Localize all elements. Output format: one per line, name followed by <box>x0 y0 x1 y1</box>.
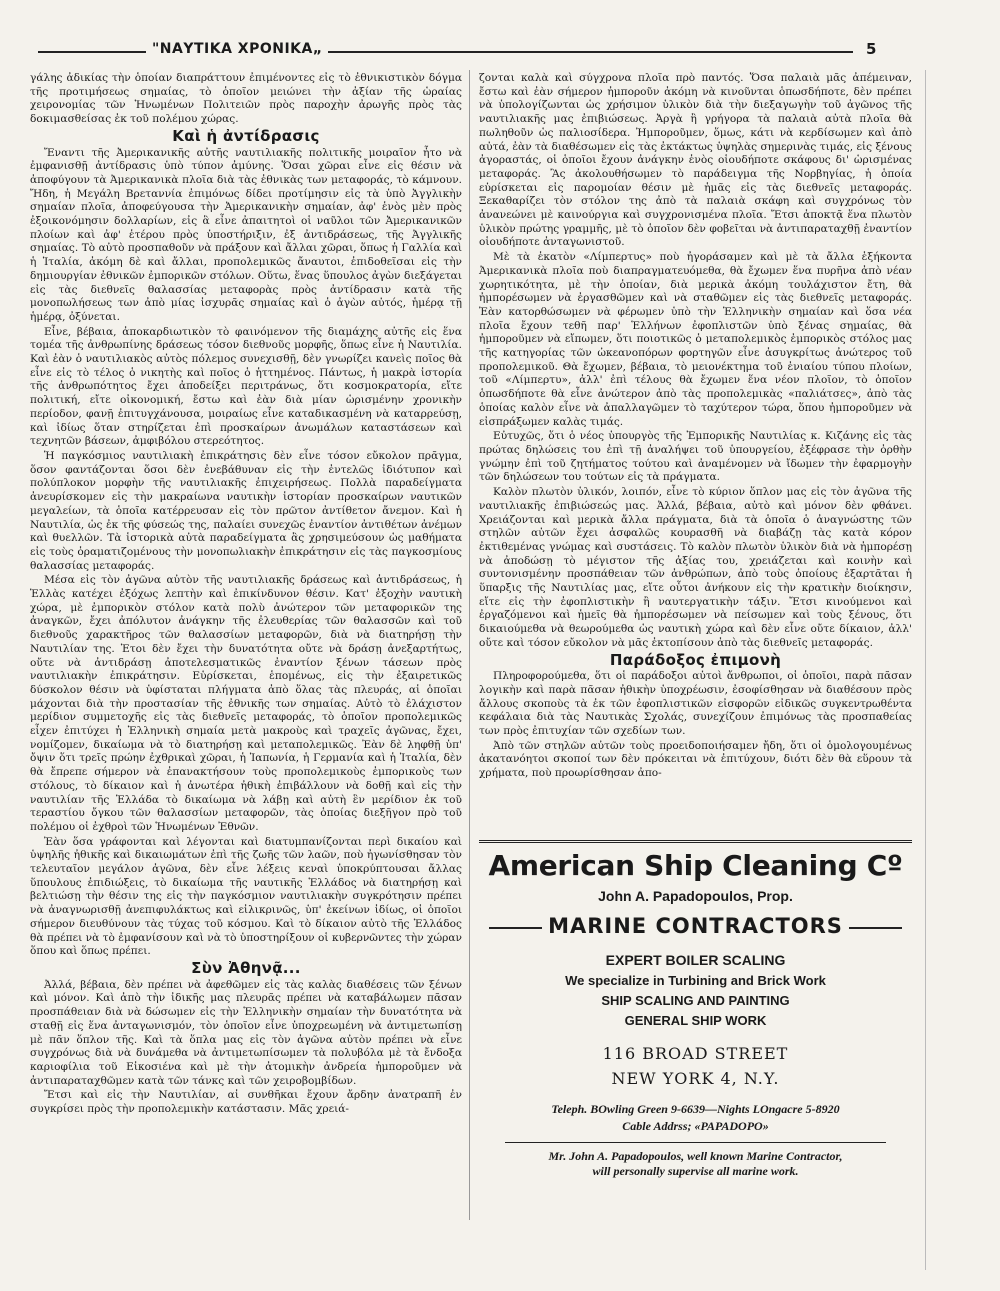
ad-service-line: SHIP SCALING AND PAINTING <box>601 993 790 1008</box>
page-header <box>30 40 980 62</box>
section-heading: Καὶ ἡ ἀντίδρασις <box>172 126 320 145</box>
header-rule-right <box>328 51 853 53</box>
page-number: 5 <box>866 40 877 58</box>
right-column <box>479 72 912 782</box>
article-paragraph: Ἡ παγκόσμιος ναυτιλιακὴ ἐπικράτησις δὲν εἶνε τόσον εὔκολον πρᾶγμα, ὅσον φαντάζονται ὅσοι δὲν ἐνεβάθυναν εἰς τὴν ἐντελῶς ἰδιότυπον καὶ πολύπλοκον μορφὴν τῆς ναυτιλιακῆς ἐπιχειρήσεως. Πολλὰ παραδείγματα ἀνευρίσκομεν εἰς τὴν μακραίωνα ναυτικὴν ἱστορίαν προσκαίρων ναυτικῶν μεγαλείων, τὰ ὁποῖα κατέρρευσαν εἰς τὸν πρῶτον ἀντίθετον ἄνεμον. Καὶ ἡ Ναυτιλία, ὡς ἐκ τῆς φύσεώς της, παλαίει συνεχῶς ἐναντίον ἀντιθέτων ἀνέμων καὶ θυελλῶν. Τὰ ἱστορικὰ αὐτὰ παραδείγματα ἂς χρησιμεύσουν ὡς μαθήματα εἰς τοὺς ὁραματιζομένους τὴν μονοπωλιακὴν ἐπικράτησιν εἰς τὰς παγκοσμίους θαλασσίας μεταφοράς. <box>30 449 462 572</box>
ad-footer-line: will personally supervise all marine work. <box>592 1164 799 1178</box>
article-paragraph: Μὲ τὰ ἑκατὸν «Λίμπερτυς» ποὺ ἠγοράσαμεν καὶ μὲ τὰ ἄλλα ἑξήκοντα Ἀμερικανικὰ πλοῖα ποὺ διαπραγματευόμεθα, θὰ ἔχωμεν ἕνα πυρῆνα ἀπὸ νέαν χωρητικότητα, μὲ τὴν ὁποίαν, διὰ μερικὰ ἀκόμη τουλάχιστον ἔτη, θὰ ἠμπορέσωμεν νὰ ἐργασθῶμεν καὶ νὰ σταθῶμεν εἰς τὰς διεθνεῖς μεταφοράς. Ἐὰν κατορθώσωμεν νὰ φέρωμεν ὑπὸ τὴν Ἑλληνικὴν σημαίαν καὶ ὅσα νέα πλοῖα ἔχουν τεθῆ παρ' Ἑλλήνων ἐφοπλιστῶν ὑπὸ ξένας σημαίας, θὰ ἠμποροῦμεν νὰ εἴπωμεν, ὅτι ποιοτικῶς ὁ μεταπολεμικὸς ἐμπορικὸς στόλος μας τῆς κατηγορίας τῶν ὠκεανοπόρων φορτηγῶν εἶνε ἀσυγκρίτως ἀνώτερος τοῦ προπολεμικοῦ. Θὰ ἔχωμεν, βέβαια, τὸ μειονέκτημα τοῦ ἐνιαίου τύπου πλοίων, τοῦ «Λίμπερτυ», ἀλλ' ἐπὶ τέλους θὰ ἔχωμεν ἕνα νέον πλοῖον, τὸ ὁποῖον ὁπωσδήποτε θὰ εἶνε ἀνώτερον ἀπὸ τὰς προπολεμικὰς «παλιάτσες», ἀπὸ τὰς ὁποίας καλὸν εἶνε νὰ ἀπαλλαγῶμεν τὸ ταχύτερον τώρα, ὅπου ἠμποροῦμεν νὰ εἰσπράξωμεν καλὰς τιμάς. <box>479 251 912 428</box>
advertisement <box>479 840 912 1198</box>
section-heading: Σὺν Ἀθηνᾷ... <box>191 959 301 977</box>
article-paragraph: Ἀλλά, βέβαια, δὲν πρέπει νὰ ἀφεθῶμεν εἰς τὰς καλὰς διαθέσεις τῶν ξένων καὶ μόνον. Καὶ ἀπὸ τὴν ἰδικῆς μας πλευρᾶς πρέπει νὰ καταβάλωμεν πᾶσαν προσπάθειαν διὰ νὰ δώσωμεν εἰς τὴν Ἑλληνικὴν σημαίαν τὴν δυνατότητα νὰ σταθῇ εἰς ἕνα ἀνταγωνισμόν, τὸν ὁποῖον εἶνε ὑποχρεωμένη νὰ ἀντιμετωπίσῃ μὲ πᾶν ὅπλον τῆς. Καὶ τὰ ὅπλα μας εἰς τὸν ἀγῶνα αὐτὸν πρέπει νὰ εἶνε συγχρόνως διὰ νὰ δυνάμεθα νὰ ἀντιμετωπίσωμεν τὰ πολυβόλα μὲ τὰ ἔνδοξα καριοφίλια τοῦ Εἰκοσιένα καὶ μὲ τὴν ἀτομικὴν ἀνδρεία ἠμποροῦμεν νὰ ἀντιπαραταχθῶμεν κατὰ τῶν τάνκς καὶ τῶν χειροβομβίδων. <box>30 978 462 1087</box>
article-paragraph: Καλὸν πλωτὸν ὑλικόν, λοιπόν, εἶνε τὸ κύριον ὅπλον μας εἰς τὸν ἀγῶνα τῆς ναυτιλιακῆς ἐπιβιώσεώς μας. Ἀλλά, βέβαια, αὐτὸ καὶ μόνον δὲν φθάνει. Χρειάζονται καὶ μερικὰ ἄλλα πράγματα, διὰ τὰ ὁποῖα ὁ ἀναγνώστης τῶν στηλῶν αὐτῶν ἔχει ἀσφαλῶς κουρασθῆ νὰ διαβάζῃ τὰς κατὰ κόρον ἐκτιθεμένας γνώμας καὶ συστάσεις. Τὸ καλὸν πλωτὸν ὑλικὸν διὰ νὰ ἠμπορέσῃ νὰ ἀποδώσῃ τὸ μέγιστον τῆς ἀξίας του, χρειάζεται καὶ κοινὴν καὶ συντονισμένην προσπάθειαν τῶν ἀνθρώπων, ἀπὸ τοὺς ὁποίους ἐξαρτᾶται ἡ ὕπαρξις τῆς Ναυτιλίας μας, εἴτε οὗτοι ἀνήκουν εἰς τὴν κρατικὴν διοίκησιν, εἴτε εἰς τὴν ἐφοπλιστικὴν ἢ ναυτεργατικὴν τάξιν. Ἔτσι κινούμενοι καὶ ἐργαζόμενοι καὶ ἡμεῖς θὰ ἠμπορέσωμεν νὰ πείσωμεν καὶ τοὺς ξένους, ὅτι δικαιούμεθα νὰ θεωρούμεθα ὡς ναυτικὴ χώρα καὶ δὲν εἶνε οὔτε δίκαιον, ἀλλ' οὔτε καὶ τόσον εὔκολον νὰ μᾶς ἐκτοπίσουν ἀπὸ τὰς διεθνεῖς μεταφοράς. <box>479 486 912 649</box>
article-paragraph: Μέσα εἰς τὸν ἀγῶνα αὐτὸν τῆς ναυτιλιακῆς δράσεως καὶ ἀντιδράσεως, ἡ Ἑλλὰς κατέχει ἐξόχως λεπτὴν καὶ ἐπικίνδυνον θέσιν. Κατ' ἐξοχὴν ναυτικὴ χώρα, μὲ ἐμπορικὸν στόλον κατὰ πολὺ ἀνώτερον τῶν μεταφορικῶν της ἀναγκῶν, ἔχει ἀπόλυτον ἀνάγκην τῆς ἐλευθερίας τῶν θαλασσῶν καὶ τοῦ διεθνοῦς χαρακτῆρος τῶν θαλασσίων μεταφορῶν, διὰ νὰ διατηρήσῃ τὴν Ναυτιλίαν της. Ἐτοι δὲν ἔχει τὴν δυνατότητα οὔτε νὰ δράσῃ ἀνεξαρτήτως, οὔτε νὰ ἀντιδράσῃ ἀποτελεσματικῶς ἐναντίον ξένων τάσεων πρὸς ναυτιλιακὴν ἐπικράτησιν. Εὑρίσκεται, ἑπομένως, εἰς τὴν ἐξαιρετικῶς δύσκολον θέσιν νὰ ὑφίσταται πλήγματα ἀπὸ ὅλας τὰς πλευράς, αἱ ὁποῖαι μάχονται διὰ τὴν προστασίαν τῆς ἐθνικῆς των σημαίας. Αὐτὸ τὸ ἐλάχιστον μερίδιον συμμετοχῆς εἰς τὰς διεθνεῖς μεταφοράς, τὸ ὁποῖον προπολεμικῶς εἶχεν ἐπιτύχει ἡ Ἑλληνικὴ σημαία μετὰ μακροὺς καὶ τραχεῖς ἀγῶνας, ἔχει, νομίζομεν, δικαίωμα νὰ τὸ διατηρήσῃ καὶ μεταπολεμικῶς. Ἐὰν δὲ ληφθῇ ὑπ' ὄψιν ὅτι τρεῖς πρώην ἐχθρικαὶ χῶραι, ἡ Ἰαπωνία, ἡ Γερμανία καὶ ἡ Ἰταλία, δὲν θὰ ἔπρεπε σήμερον νὰ ἐπανακτήσουν τοὺς προπολεμικοὺς ἐμπορικοὺς των στόλους, τὸ δίκαιον καὶ ἡ ἀνωτέρα ἠθικὴ ἐπιβάλλουν νὰ δοθῇ καὶ εἰς τὴν ναυτιλίαν τῆς Ἑλλάδα τὸ δικαίωμα νὰ λάβῃ καὶ αὐτὴ ἓν μερίδιον ἐκ τοῦ τεραστίου ὄγκου τῶν θαλασσίων μεταφορῶν, τὰς ὁποίας διεξῆγον πρὸ τοῦ πολέμου οἱ ἐχθροὶ τῶν Ἡνωμένων Ἐθνῶν. <box>30 574 462 833</box>
page-edge-rule <box>925 70 926 1270</box>
article-paragraph: γάλης ἀδικίας τὴν ὁποίαν διαπράττουν ἐπιμένοντες εἰς τὸ ἐθνικιστικὸν δόγμα τῆς προτιμήσεως σημαίας, τὸ ὁποῖον μειώνει τὴν ἀξίαν τῆς ὡραίας χειρονομίας τῶν Ἡνωμένων Πολιτειῶν πρὸς παροχὴν ἀρωγῆς πρὸς τὰς δοκιμασθείσας ἐκ τοῦ πολέμου χώρας. <box>30 72 462 126</box>
ad-marine-contractors: MARINE CONTRACTORS <box>542 914 849 938</box>
article-paragraph: Ἀπὸ τῶν στηλῶν αὐτῶν τοὺς προειδοποιήσαμεν ἤδη, ὅτι οἱ ὁμολογουμένως ἀκατανόητοι σκοποί των δὲν πρόκειται νὰ ἐπιτύχουν, διότι δὲν θὰ εὕρουν τὰ χρήματα, ποὺ προωρίσθησαν ἀπο- <box>479 739 912 780</box>
header-rule-left <box>38 51 146 53</box>
ad-service-line: We specialize in Turbining and Brick Work <box>565 973 826 988</box>
ad-street: 116 BROAD STREET <box>602 1044 789 1063</box>
ad-marine-banner <box>479 914 912 940</box>
article-paragraph: ζονται καλὰ καὶ σύγχρονα πλοῖα πρὸ παντός. Ὅσα παλαιὰ μᾶς ἀπέμειναν, ἔστω καὶ ἐὰν σήμερον ἠμποροῦν ἀκόμη νὰ κινοῦνται ὁπωσδήποτε, δὲν πρέπει νὰ ὑπολογίζωνται ὡς χρήσιμον ὑλικὸν διὰ τὴν διεξαγωγὴν τοῦ ἀγῶνος τῆς ναυτιλιακῆς μας ἐπιβιώσεως. Ἀργὰ ἢ γρήγορα τὰ παλαιὰ αὐτὰ πλοῖα θὰ πωληθοῦν ὡς παλιοσίδερα. Ἠμποροῦμεν, ὅμως, κάτι νὰ κερδίσωμεν καὶ ἀπὸ αὐτά, ἐὰν τὰ διαθέσωμεν εἰς τὰς ἐκτάκτως ὑψηλὰς σημερινὰς τιμάς, εἰς ξένους ἀγοραστάς, οἱ ὁποῖοι ἔχουν ἀνάγκην ἑνὸς οἱουδήποτε σκάφους δι' ὡρισμένας μεταφοράς. Ἂς ἀκολουθήσωμεν τὸ παράδειγμα τῆς Νορβηγίας, ἡ ὁποία εὑρίσκεται εἰς παρομοίαν θέσιν μὲ ἡμᾶς εἰς τὰς διεθνεῖς μεταφοράς. Ξεκαθαρίζει τὸν στόλον της ἀπὸ τὰ παλαιὰ σκάφη καὶ συγχρόνως τὸν ἀνανεώνει μὲ καινούργια καὶ συγχρονισμένα πλοῖα. Ἔτσι ἀποκτᾷ ἕνα πλωτὸν ὑλικὸν πρώτης γραμμῆς, μὲ τὸ ὁποῖον δὲν φοβεῖται νὰ ἀντιπαραταχθῇ ἐναντίον οἱουδήποτε ἀνταγωνιστοῦ. <box>479 72 912 249</box>
article-paragraph: Πληροφορούμεθα, ὅτι οἱ παράδοξοι αὐτοὶ ἄνθρωποι, οἱ ὁποῖοι, παρὰ πᾶσαν λογικὴν καὶ παρὰ πᾶσαν ἠθικὴν ὑποχρέωσιν, ἐσοφίσθησαν νὰ διαθέσουν πρὸς ἄλλους σκοποὺς τὰ ἐκ τῶν ἐφοπλιστικῶν εἰσφορῶν εἰδικῶς συγκεντρωθέντα κεφάλαια διὰ τὰς Ναυτικὰς Σχολάς, συνεχίζουν ἐπιμόνως τὰς προσπαθείας των πρὸς ἐπιτυχίαν τῶν σχεδίων των. <box>479 670 912 738</box>
column-divider <box>469 70 470 1220</box>
ad-telephone: Teleph. BOwling Green 9-6639—Nights LOngacre 5-8920 <box>551 1102 840 1116</box>
ad-service-line: EXPERT BOILER SCALING <box>605 952 786 968</box>
ad-proprietor: John A. Papadopoulos, Prop. <box>598 888 793 904</box>
ad-footer-line: Mr. John A. Papadopoulos, well known Marine Contractor, <box>548 1149 843 1163</box>
article-paragraph: Εἶνε, βέβαια, ἀποκαρδιωτικὸν τὸ φαινόμενον τῆς διαμάχης αὐτῆς εἰς ἕνα τομέα τῆς ἀνθρωπίνης δράσεως τόσον διεθνοῦς μορφῆς, ὅπως εἶνε ἡ Ναυτιλία. Καὶ ἐὰν ὁ ναυτιλιακὸς αὐτὸς πόλεμος συνεχισθῇ, δὲν γνωρίζει κανεὶς ποῖος θὰ εἶνε εἰς τὸ τέλος ὁ νικητὴς καὶ ποῖος ὁ ἡττημένος. Πάντως, ἡ μακρὰ ἱστορία τῆς ἀνθρωπότητος ἔχει ἀποδείξει περιτράνως, ὅτι κοσμοκρατορία, εἴτε πολιτική, εἴτε οἰκονομική, ἔστω καὶ ἐὰν διὰ μίαν ὡρισμένην χρονικὴν περίοδον, φανῇ ἐπιτυγχάνουσα, μοιραίως εἶνε καταδικασμένη νὰ καταρρεύσῃ, καὶ ἰδίως ὅταν στηρίζεται ἐπὶ προσκαίρων ἀνωμάλων καταστάσεων καὶ τεχνητῶν βάσεων, ἀμφιβόλου στερεότητος. <box>30 325 462 448</box>
section-heading: Παράδοξος ἐπιμονὴ <box>609 650 782 669</box>
article-paragraph: Εὐτυχῶς, ὅτι ὁ νέος ὑπουργὸς τῆς Ἐμπορικῆς Ναυτιλίας κ. Κιζάνης εἰς τὰς πρώτας δηλώσεις του ἐπὶ τῇ ἀναλήψει τοῦ ὑπουργείου, ἐξέφρασε τὴν ὀρθὴν γνώμην ἐπὶ τοῦ ζητήματος τούτου καὶ ἀναμένομεν νὰ ἴδωμεν τὴν ἐφαρμογὴν τῶν δηλώσεων του τούτων εἰς τὰ πράγματα. <box>479 430 912 484</box>
ad-separator <box>505 1142 886 1143</box>
ad-city: NEW YORK 4, N.Y. <box>611 1069 780 1088</box>
ad-company-name: American Ship Cleaning Cº <box>488 849 903 882</box>
newspaper-title: "ΝΑΥΤΙΚΑ ΧΡΟΝΙΚΑ„ <box>152 41 323 57</box>
ad-cable: Cable Addrss; «PAPADOPO» <box>622 1119 769 1133</box>
article-paragraph: Ἐὰν ὅσα γράφονται καὶ λέγονται καὶ διατυμπανίζονται περὶ δικαίου καὶ ὑψηλῆς ἠθικῆς καὶ δικαιωμάτων ἐπὶ τῆς ζωῆς τῶν λαῶν, ποὺ ἠγωνίσθησαν τὸν τελευταῖον μεγάλον ἀγῶνα, δὲν εἶνε λέξεις κεναὶ ὑποκρύπτουσαι ἄλλας ὕπουλους ἐπιδιώξεις, τὸ δικαίωμα τῆς ναυτικῆς Ἑλλάδος νὰ διατηρήσῃ καὶ βελτιώσῃ τὴν θέσιν της εἰς τὴν παγκόσμιον ναυτιλιακὴν συγκρότησιν πρέπει νὰ ἀναγνωρισθῇ ἀνεπιφυλάκτως καὶ εἰλικρινῶς, ὑπ' ἐκείνων ἰδίως, οἱ ὁποῖοι σήμερον διευθύνουν τὰς τύχας τοῦ κόσμου. Καὶ τὸ δίκαιον αὐτὸ τῆς Ἑλλάδος θὰ πρέπει νὰ τὸ ἐμφανίσουν καὶ νὰ τὸ ὑποστηρίξουν οἱ κυβερνῶντες τὴν χώραν ὅπου καὶ ὅπως πρέπει. <box>30 835 462 958</box>
left-column <box>30 72 462 1118</box>
article-paragraph: Ἔναντι τῆς Ἀμερικανικῆς αὐτῆς ναυτιλιακῆς πολιτικῆς μοιραῖον ἦτο νὰ ἐμφανισθῇ ἀντίδρασις ὑπὸ τύπον ἀμύνης. Ὅσαι χῶραι εἶνε εἰς θέσιν νὰ ἀποφύγουν τὰ Ἀμερικανικὰ πλοῖα διὰ τὰς ἐθνικὰς των μεταφοράς, τὸ κάμνουν. Ἤδη, ἡ Μεγάλη Βρεταννία ἐπιμόνως δίδει προτίμησιν εἰς τὰ ὑπὸ Ἀγγλικὴν σημαίαν πλοῖα, ἀποφεύγουσα τὴν Ἀμερικανικὴν σημαίαν, ἀφ' ἑνὸς μὲν πρὸς ἐξοικονόμησιν δολλαρίων, εἰς ἃ εἶνε ἀπαιτητοὶ οἱ ναῦλοι τῶν Ἀμερικανικῶν πλοίων καὶ ἀφ' ἑτέρου πρὸς ὑποστήριξιν, ἐξ ἀντιδράσεως, τῆς Ἀγγλικῆς σημαίας. Τὸ αὐτὸ προσπαθοῦν νὰ πράξουν καὶ ἄλλαι χῶραι, ὅπως ἡ Γαλλία καὶ ἡ Ἰταλία, ἀκόμη δὲ καὶ ἄλλαι, προπολεμικῶς ἄναυτοι, ἐπιδοθεῖσαι εἰς τὴν δημιουργίαν ἐθνικῶν ἐμπορικῶν στόλων. Οὕτω, ἕνας ὕπουλος ἀγὼν διεξάγεται εἰς τὰς διεθνεῖς θαλασσίας μεταφορὰς πρὸς ἀντίδρασιν κατὰ τῆς μονοπωλήσεως των ἀπὸ μίας ἰσχυρᾶς σημαίας καὶ ὁ ἀγὼν αὐτός, ἡμέρᾳ τῇ ἡμέρᾳ, ὀξύνεται. <box>30 146 462 323</box>
article-paragraph: Ἔτσι καὶ εἰς τὴν Ναυτιλίαν, αἱ συνθῆκαι ἔχουν ἄρδην ἀνατραπῆ ἐν συγκρίσει πρὸς τὴν προπολεμικὴν κατάστασιν. Μᾶς χρειά- <box>30 1089 462 1116</box>
ad-service-line: GENERAL SHIP WORK <box>624 1013 767 1028</box>
